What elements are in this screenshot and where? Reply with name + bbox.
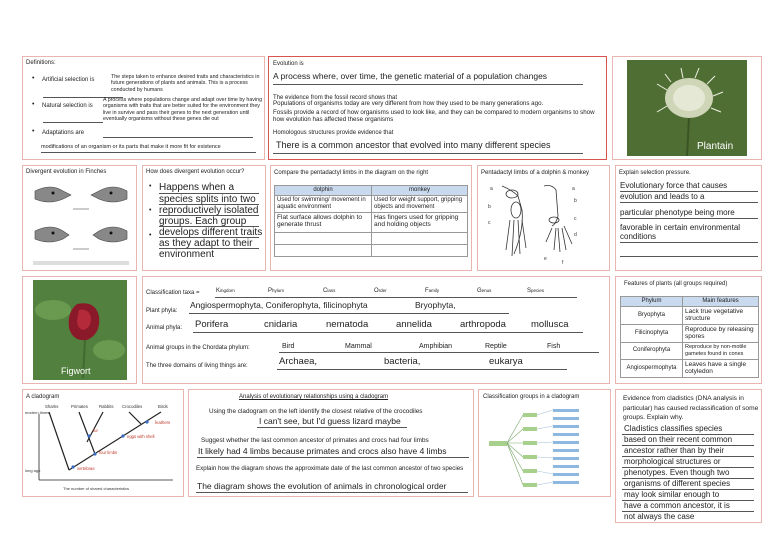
axis-label-top: modern times	[25, 410, 50, 415]
clade-taxon: Primates	[71, 404, 88, 409]
chordata-group: Mammal	[345, 343, 372, 350]
figwort-label: Figwort	[61, 366, 91, 376]
classification-panel	[142, 276, 610, 384]
evolution-answer: A process where, over time, the genetic material of a population changes	[273, 71, 548, 81]
taxon: $K^{ingdom}$	[216, 288, 235, 294]
clade-taxon: Rabbits	[99, 404, 114, 409]
svg-text:c: c	[574, 216, 577, 222]
plant-phyla-label: Plant phyla:	[146, 308, 178, 314]
table-header-monkey: monkey	[372, 186, 468, 196]
pentadactyl-table	[274, 185, 468, 257]
domain: eukarya	[489, 356, 523, 367]
divergent-line: reproductively isolated	[159, 205, 259, 216]
plantain-label: Plantain	[697, 141, 734, 152]
domain: bacteria,	[384, 356, 421, 367]
clade-taxon: Crocodiles	[122, 404, 143, 409]
svg-text:b: b	[574, 198, 577, 204]
animal-phyla-label: Animal phyla:	[146, 325, 183, 331]
cladistics-line: not always the case	[624, 512, 695, 521]
bullet: •	[32, 101, 35, 108]
limbs-panel	[477, 165, 610, 271]
homologous-question: Homologous structures provide evidence that	[273, 130, 394, 136]
table-cell: Filicinophyta	[621, 324, 683, 342]
svg-text:a: a	[572, 186, 575, 192]
table-header-features: Main features	[683, 297, 759, 307]
table-cell: Flat surface allows dolphin to generate thrust	[275, 212, 372, 232]
table-cell: Leaves have a single cotyledon	[683, 359, 759, 377]
table-cell: Bryophyta	[621, 306, 683, 324]
svg-text:b: b	[488, 204, 491, 210]
clade-trait: four limbs	[99, 450, 118, 455]
table-cell: Reproduce by releasing spores	[683, 324, 759, 342]
classification-tree-icon	[483, 405, 609, 495]
table-cell: Used for weight support, gripping objects and movement	[372, 195, 468, 212]
figwort-flower-icon	[33, 280, 127, 380]
analysis-answer: The diagram shows the evolution of animals in chronological order	[197, 481, 447, 491]
analysis-question: Suggest whether the last common ancestor of primates and crocs had four limbs	[201, 437, 429, 444]
table-header-phylum: Phylum	[621, 297, 683, 307]
divergent-line: as they adapt to their	[159, 238, 253, 249]
taxon: $P^{hylum}$	[268, 288, 285, 294]
cladogram-diagram	[23, 402, 183, 496]
plant-phyla-answer: Angiospermophyta, Coniferophyta, filicinophyta	[190, 300, 368, 310]
analysis-answer: I can't see, but I'd guess lizard maybe	[259, 416, 401, 426]
cladistics-line: phenotypes. Even though two	[624, 468, 730, 477]
animal-phylum: mollusca	[531, 319, 569, 330]
domain: Archaea,	[279, 356, 318, 367]
animal-phylum: nematoda	[326, 319, 369, 330]
cladistics-line: based on their recent common	[624, 435, 733, 444]
cladistics-line: morphological structures or	[624, 457, 721, 466]
selection-line: particular phenotype being more	[620, 208, 735, 217]
clade-taxon: Birds	[158, 404, 168, 409]
homologous-answer: There is a common ancestor that evolved into many different species	[276, 140, 551, 150]
plant-features-panel	[615, 276, 762, 384]
svg-text:f: f	[562, 260, 564, 266]
finches-title: Divergent evolution in Finches	[26, 169, 107, 175]
selection-line: evolution and leads to a	[620, 192, 705, 201]
definitions-title: Definitions:	[26, 60, 56, 66]
chordata-group: Amphibian	[419, 343, 453, 350]
artificial-answer: The steps taken to enhance desired traits and characteristics in future generations of plants and animals. This is a process conducted by humans	[111, 74, 260, 93]
svg-text:d: d	[574, 232, 577, 238]
divergent-line: Happens when a	[159, 182, 235, 193]
chordata-group: Fish	[547, 343, 561, 350]
taxon: $O^{rder}$	[374, 288, 387, 294]
svg-text:a: a	[490, 186, 493, 192]
clade-taxon: Sharks	[45, 404, 59, 409]
bullet: •	[32, 128, 35, 135]
pentadactyl-title: Compare the pentadactyl limbs in the diagram on the right	[274, 170, 429, 176]
cladistics-line: Cladistics classifies species	[624, 424, 723, 433]
domains-label: The three domains of living things are:	[146, 363, 248, 369]
divergent-line: environment	[159, 249, 215, 260]
clade-trait: eggs with shell	[127, 434, 155, 439]
table-cell: Reproduce by non-motile gametes found in cones	[683, 342, 759, 359]
clade-trait: feathers	[155, 420, 171, 425]
table-cell: Lack true vegetative structure	[683, 306, 759, 324]
clade-trait: fur	[93, 428, 98, 433]
analysis-question: Using the cladogram on the left identify the closest relative of the crocodiles	[209, 408, 423, 415]
analysis-title: Analysis of evolutionary relationships using a cladogram	[239, 394, 389, 400]
plantain-panel	[612, 56, 762, 160]
svg-text:c: c	[488, 220, 491, 226]
figwort-image	[33, 280, 127, 380]
evolution-panel	[268, 56, 607, 160]
selection-line: conditions	[620, 232, 657, 241]
cladistics-panel	[615, 389, 762, 523]
table-cell: Has fingers used for gripping and holding objects	[372, 212, 468, 232]
animal-phylum: Porifera	[195, 319, 229, 330]
selection-line: Evolutionary force that causes	[620, 181, 728, 190]
axis-label-bottom: long ago	[25, 468, 41, 473]
chordata-group: Reptile	[485, 343, 507, 350]
cladogram-title: A cladogram	[26, 394, 60, 400]
divergent-line: develops different traits	[159, 227, 263, 238]
finch-heads-icon	[33, 181, 129, 267]
selection-pressure-panel	[615, 165, 762, 271]
analysis-panel	[188, 389, 474, 497]
plantain-image	[627, 60, 747, 156]
artificial-label: Artificial selection is	[42, 77, 95, 83]
divergent-line: groups. Each group	[159, 216, 247, 227]
natural-answer: A process where populations change and adapt over time by having organisms with traits that are better suited for the environment they live in survive and pass their genes to the next generation until eventually organisms without these genes die out	[103, 97, 263, 123]
taxon: $G^{enus}$	[477, 288, 492, 294]
cladistics-line: organisms of different species	[624, 479, 731, 488]
taxon: $C^{lass}$	[323, 288, 336, 294]
analysis-question: Explain how the diagram shows the approximate date of the last common ancestor of two species	[196, 465, 464, 472]
classification-groups-panel	[478, 389, 611, 497]
finches-image	[33, 181, 129, 267]
svg-text:e: e	[544, 256, 547, 262]
taxon: $S^{pecies}$	[527, 288, 545, 294]
clade-trait: vertebrae	[77, 466, 95, 471]
cladistics-line: have a common ancestor, it is	[624, 501, 730, 510]
selection-line: favorable in certain environmental	[620, 223, 741, 232]
chordata-label: Animal groups in the Chordata phylum:	[146, 345, 250, 351]
divergent-title: How does divergent evolution occur?	[146, 169, 245, 175]
taxa-label: Classification taxa =	[146, 290, 200, 296]
selection-title: Explain selection pressure.	[619, 170, 691, 176]
adaptations-answer: modifications of an organism or its parts that make it more fit for existence	[41, 144, 221, 150]
taxon: $F^{amily}$	[425, 288, 440, 294]
finches-panel	[22, 165, 137, 271]
figwort-panel	[22, 276, 137, 384]
axis-label-x: The number of shared characteristics	[63, 486, 130, 491]
class-groups-title: Classification groups in a cladogram	[483, 394, 580, 400]
table-cell: Coniferophyta	[621, 342, 683, 359]
cladistics-question: Evidence from cladistics (DNA analysis in particular) has caused reclassification of some groups. Explain why.	[623, 395, 759, 422]
analysis-answer: It likely had 4 limbs because primates and crocs also have 4 limbs	[198, 446, 447, 456]
table-cell: Used for swimming/ movement in aquatic environment	[275, 195, 372, 212]
evolution-title: Evolution is	[273, 61, 304, 67]
natural-label: Natural selection is	[42, 103, 93, 109]
pentadactyl-compare-panel	[270, 165, 472, 271]
cladistics-line: ancestor rather than by their	[624, 446, 725, 455]
chordata-group: Bird	[282, 343, 295, 350]
table-header-dolphin: dolphin	[275, 186, 372, 196]
fossil-answer-2: Fossils provide a record of how organisms used to look like, and they can be compared to modern organisms to show how evolution has affected these organisms	[273, 109, 595, 124]
definitions-panel	[22, 56, 265, 160]
animal-phylum: cnidaria	[264, 319, 298, 330]
adaptations-label: Adaptations are	[42, 130, 85, 136]
animal-phylum: arthropoda	[460, 319, 506, 330]
cladistics-line: may look similar enough to	[624, 490, 720, 499]
plant-phyla-answer: Bryophyta,	[415, 300, 456, 310]
cladogram-panel	[22, 389, 184, 497]
table-cell: Angiospermophyta	[621, 359, 683, 377]
divergent-panel: How does divergent evolution occur? • • • Happens when a species splits into two reproductively isolated groups. Each group develops different traits as they adapt to their environment	[142, 165, 266, 271]
fossil-answer-1: Populations of organisms today are very different from how they used to be many generations ago.	[273, 100, 544, 107]
fossil-question: The evidence from the fossil record shows that	[273, 95, 398, 101]
plant-features-title: Features of plants (all groups required)	[624, 281, 728, 287]
animal-phylum: annelida	[396, 319, 432, 330]
plant-features-table	[620, 296, 759, 378]
limbs-title: Pentadactyl limbs of a dolphin & monkey	[481, 170, 590, 176]
divergent-line: species splits into two	[159, 194, 256, 205]
limb-bones-icon	[482, 180, 607, 270]
bullet: •	[32, 75, 35, 82]
